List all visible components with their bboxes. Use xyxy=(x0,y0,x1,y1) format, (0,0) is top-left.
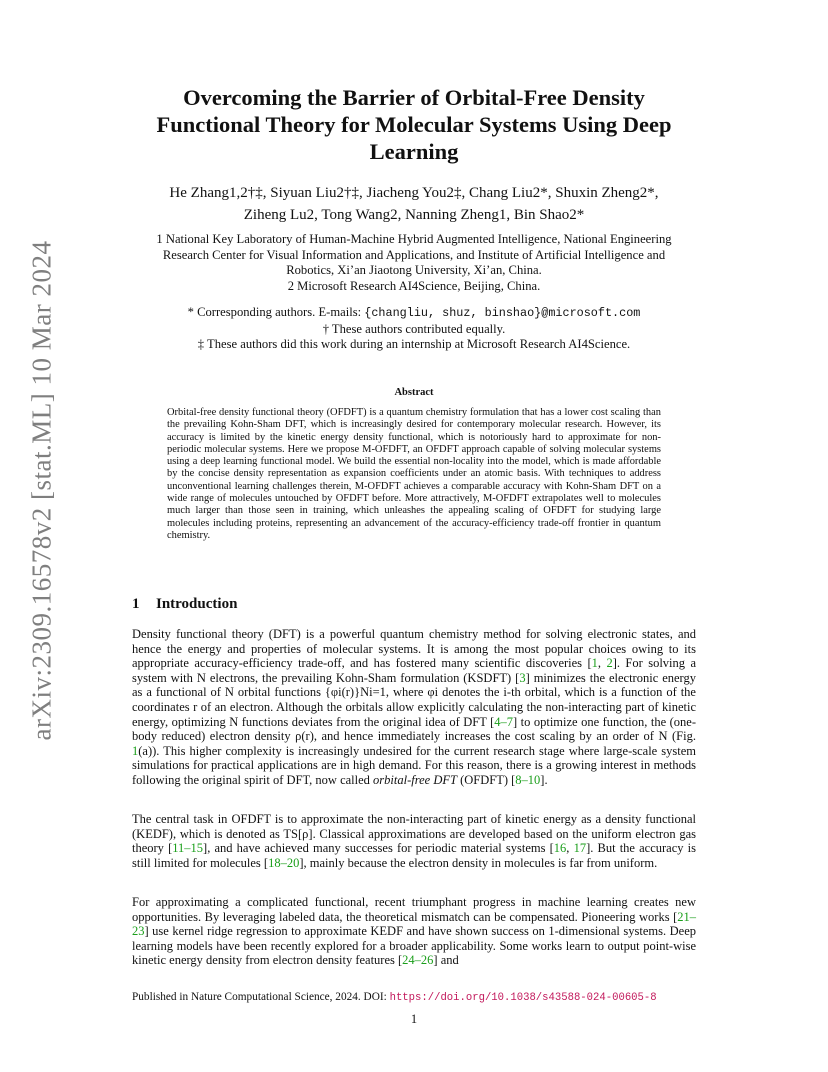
paragraph-text: ], mainly because the electron density in molecules is far from uniform. xyxy=(299,855,658,870)
citation-link[interactable]: 1 xyxy=(591,656,598,671)
emphasized-term: orbital-free DFT xyxy=(373,772,457,787)
citation-link[interactable]: 11–15 xyxy=(172,841,204,856)
paragraph-text: (OFDFT) [ xyxy=(456,772,516,787)
paragraph-text: ] to optimize one function, the (one-body reduced) electron density ρ(r), and hence immediately increases the cost scaling by an order of N (Fig. xyxy=(132,714,696,744)
citation-link[interactable]: 24–26 xyxy=(402,953,434,968)
page-number: 1 xyxy=(410,1012,418,1026)
paragraph-text: For approximating a complicated functional, recent triumphant progress in machine learning creates new opportunities. By leveraging labeled data, the theoretical mismatch can be compensated. Pioneering works [ xyxy=(132,895,696,924)
paragraph-text: , xyxy=(597,656,607,671)
paragraph-3 xyxy=(132,895,696,968)
corresponding-authors-note xyxy=(130,305,698,322)
paragraph-text: ]. For solving a system with N electrons, the prevailing Kohn-Sham formulation (KSDFT) [ xyxy=(132,656,696,685)
arxiv-identifier-stamp xyxy=(18,240,66,740)
figure-link[interactable]: 1 xyxy=(132,743,139,758)
paragraph-1 xyxy=(132,627,696,788)
citation-link[interactable]: 4–7 xyxy=(494,714,514,729)
paragraph-2 xyxy=(132,812,696,870)
arxiv-identifier-text: arXiv:2309.16578v2 [stat.ML] 10 Mar 2024 xyxy=(26,240,57,740)
paragraph-text: ] and xyxy=(433,953,459,968)
citation-link[interactable]: 2 xyxy=(606,656,613,671)
section-heading-introduction xyxy=(132,596,696,613)
paragraph-text: ], and have achieved many successes for periodic material systems [ xyxy=(203,841,554,856)
paragraph-text: ] minimizes the electronic energy as a functional of N orbital functions {φi(r)}Ni=1, where φi denotes the i-th orbital, which is a function of the coordinates r of an electron. Although the orbitals allow explicitly calculating the non-interacting part of kinetic energy, optimizing N functions deviates from the original idea of DFT [ xyxy=(132,670,696,729)
citation-link[interactable]: 18–20 xyxy=(268,855,300,870)
paragraph-text: ] use kernel ridge regression to approximate KEDF and have shown success on 1-dimensional systems. Deep learning models have been recently explored for a broader applicability. Some works learn to output point-wise kinetic energy density from electron density features [ xyxy=(132,924,696,968)
affiliation-2: 2 Microsoft Research AI4Science, Beijing, China. xyxy=(287,278,541,293)
abstract-body: Orbital-free density functional theory (OFDFT) is a quantum chemistry formulation that has a lower cost scaling than the prevailing Kohn-Sham DFT, which is increasingly desired for contemporary molecular research. However, its accuracy is limited by the kinetic energy density functional, which is notoriously hard to approximate for non-periodic molecular systems. Here we propose M-OFDFT, an OFDFT approach capable of solving molecular systems using a deep learning functional model. We build the essential non-locality into the model, which is made affordable by the concise density representation as expansion coefficients under an atomic basis. With techniques to address unconventional learning challenges therein, M-OFDFT achieves a comparable accuracy with Kohn-Sham DFT on a wide range of molecules untouched by OFDFT before. More attractively, M-OFDFT extrapolates well to molecules much larger than those seen in training, which unleashes the appealing scaling of OFDFT for studying large molecules including proteins, representing an advancement of the accuracy-efficiency trade-off frontier in quantum chemistry. xyxy=(167,407,661,541)
affiliation-1-line-b: Research Center for Visual Information and Applications, and Institute of Artificial Intelligence and xyxy=(162,247,666,262)
equal-contribution-note: † These authors contributed equally. xyxy=(322,321,506,336)
citation-link[interactable]: 8–10 xyxy=(515,772,541,787)
paragraph-text: The central task in OFDFT is to approximate the non-interacting part of kinetic energy as a density functional (KEDF), which is denoted as TS[ρ]. Classical approximations are developed based on the uniform electron gas theory [ xyxy=(132,812,696,856)
affiliation-1-line-c: Robotics, Xi’an Jiaotong University, Xi’an, China. xyxy=(286,263,542,278)
author-notes xyxy=(130,305,698,353)
section-title: Introduction xyxy=(156,596,238,612)
affiliations xyxy=(130,232,698,294)
citation-link[interactable]: 17 xyxy=(573,841,587,856)
affiliation-1-line-a: 1 National Key Laboratory of Human-Machine Hybrid Augmented Intelligence, National Engineering xyxy=(156,232,672,246)
publication-text: Published in Nature Computational Science, 2024. DOI: xyxy=(132,991,390,1003)
section-number: 1 xyxy=(132,596,140,612)
paragraph-text: Density functional theory (DFT) is a powerful quantum chemistry method for solving electronic states, and hence the energy and properties of molecular systems. It is among the most popular choices owing to its appropriate accuracy-efficiency trade-off, and has fostered many scientific discoveries [ xyxy=(132,627,696,671)
author-line-1: He Zhang1,2†‡, Siyuan Liu2†‡, Jiacheng You2‡, Chang Liu2*, Shuxin Zheng2*, xyxy=(169,185,659,201)
publication-note xyxy=(132,991,696,1004)
paper-title: Overcoming the Barrier of Orbital-Free Density Functional Theory for Molecular Systems Using Deep Learning xyxy=(156,85,672,164)
paragraph-text: ]. But the accuracy is still limited for molecules [ xyxy=(132,841,697,870)
citation-link[interactable]: 16 xyxy=(553,841,567,856)
corresponding-emails: {changliu, shuz, binshao}@microsoft.com xyxy=(364,306,641,320)
abstract-heading: Abstract xyxy=(394,387,434,398)
author-list xyxy=(132,182,696,226)
paragraph-text: ]. xyxy=(540,772,548,787)
internship-note: ‡ These authors did this work during an internship at Microsoft Research AI4Science. xyxy=(197,337,631,352)
author-line-2: Ziheng Lu2, Tong Wang2, Nanning Zheng1, Bin Shao2* xyxy=(243,207,585,223)
doi-link[interactable]: https://doi.org/10.1038/s43588-024-00605-8 xyxy=(389,992,657,1004)
citation-link[interactable]: 3 xyxy=(519,670,526,685)
paragraph-text: , xyxy=(566,841,574,856)
paragraph-text: (a)). This higher complexity is increasingly undesired for the current research stage where large-scale system simulations for practical applications are in high demand. For this reason, there is a growing interest in methods following the original spirit of DFT, now called xyxy=(132,743,696,787)
citation-link[interactable]: 21–23 xyxy=(132,909,696,939)
corresponding-prefix: * Corresponding authors. E-mails: xyxy=(187,305,365,319)
